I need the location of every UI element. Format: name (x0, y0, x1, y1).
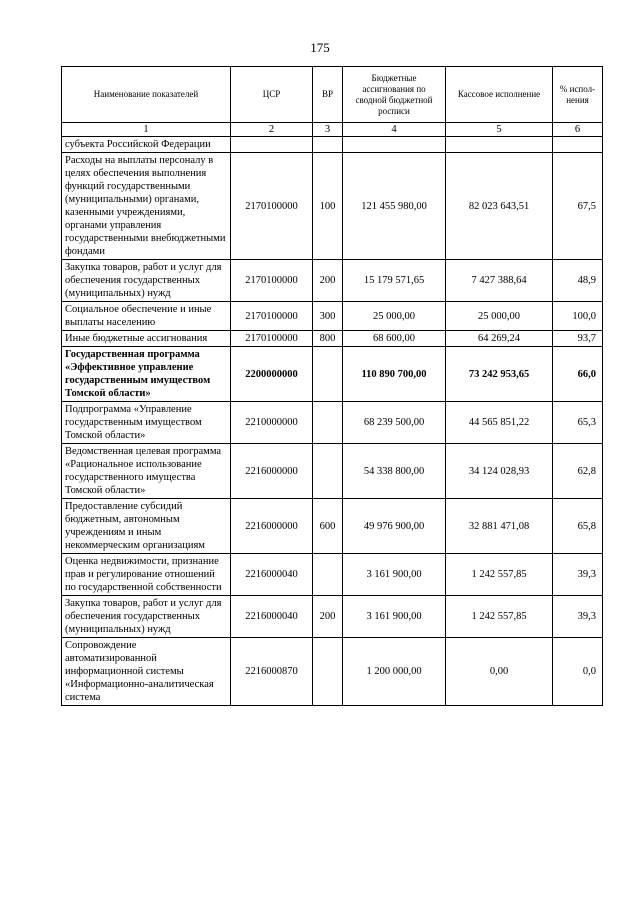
cell-name: Государственная программа «Эффективное управление государственным имуществом Томской области» (62, 347, 231, 402)
budget-execution-table (61, 66, 603, 706)
cell-name: Закупка товаров, работ и услуг для обеспечения государственных (муниципальных) нужд (62, 596, 231, 638)
cell-vr (313, 444, 343, 499)
cell-vr (313, 554, 343, 596)
cell-cash: 82 023 643,51 (446, 153, 553, 260)
header-csr: ЦСР (231, 67, 313, 123)
column-number: 2 (231, 123, 313, 137)
cell-cash (446, 137, 553, 153)
cell-percent: 62,8 (553, 444, 603, 499)
cell-percent: 67,5 (553, 153, 603, 260)
cell-cash: 44 565 851,22 (446, 402, 553, 444)
column-number: 5 (446, 123, 553, 137)
cell-percent: 0,0 (553, 638, 603, 706)
cell-budget (343, 137, 446, 153)
cell-name: Оценка недвижимости, признание прав и регулирование отношений по государственной собственности (62, 554, 231, 596)
cell-vr (313, 137, 343, 153)
column-number: 1 (62, 123, 231, 137)
cell-cash: 32 881 471,08 (446, 499, 553, 554)
table-row (62, 153, 603, 260)
cell-vr: 600 (313, 499, 343, 554)
cell-percent: 65,3 (553, 402, 603, 444)
cell-vr: 200 (313, 596, 343, 638)
cell-name: Ведомственная целевая программа «Рациональное использование государственного имущества Томской области» (62, 444, 231, 499)
cell-cash: 73 242 953,65 (446, 347, 553, 402)
cell-csr: 2216000000 (231, 499, 313, 554)
cell-cash: 25 000,00 (446, 302, 553, 331)
cell-vr (313, 347, 343, 402)
cell-name: Иные бюджетные ассигнования (62, 331, 231, 347)
table-header-row (62, 67, 603, 123)
cell-budget: 15 179 571,65 (343, 260, 446, 302)
cell-name: субъекта Российской Федерации (62, 137, 231, 153)
cell-percent: 65,8 (553, 499, 603, 554)
page-number: 175 (310, 40, 330, 55)
cell-percent: 100,0 (553, 302, 603, 331)
table-row (62, 347, 603, 402)
cell-name: Расходы на выплаты персоналу в целях обеспечения выполнения функций государственными (муниципальными) органами, казенными учреждениями, органами управления государственными внебюджетными фондами (62, 153, 231, 260)
cell-csr: 2170100000 (231, 153, 313, 260)
column-number: 6 (553, 123, 603, 137)
cell-cash: 64 269,24 (446, 331, 553, 347)
header-percent: % испол-нения (553, 67, 603, 123)
cell-csr: 2170100000 (231, 302, 313, 331)
cell-csr: 2200000000 (231, 347, 313, 402)
cell-budget: 25 000,00 (343, 302, 446, 331)
cell-percent: 93,7 (553, 331, 603, 347)
cell-percent: 48,9 (553, 260, 603, 302)
cell-percent (553, 137, 603, 153)
cell-vr (313, 402, 343, 444)
cell-budget: 3 161 900,00 (343, 596, 446, 638)
cell-name: Предоставление субсидий бюджетным, автономным учреждениям и иным некоммерческим организациям (62, 499, 231, 554)
cell-vr (313, 638, 343, 706)
cell-name: Закупка товаров, работ и услуг для обеспечения государственных (муниципальных) нужд (62, 260, 231, 302)
cell-csr: 2170100000 (231, 331, 313, 347)
cell-percent: 39,3 (553, 596, 603, 638)
cell-cash: 1 242 557,85 (446, 554, 553, 596)
cell-cash: 34 124 028,93 (446, 444, 553, 499)
cell-cash: 0,00 (446, 638, 553, 706)
table-row (62, 260, 603, 302)
table-row (62, 554, 603, 596)
cell-csr (231, 137, 313, 153)
table-row (62, 444, 603, 499)
cell-budget: 110 890 700,00 (343, 347, 446, 402)
cell-name: Сопровождение автоматизированной информационной системы «Информационно-аналитическая система (62, 638, 231, 706)
cell-budget: 49 976 900,00 (343, 499, 446, 554)
cell-percent: 39,3 (553, 554, 603, 596)
cell-csr: 2216000000 (231, 444, 313, 499)
table-row (62, 638, 603, 706)
cell-csr: 2170100000 (231, 260, 313, 302)
table-row (62, 331, 603, 347)
cell-budget: 68 600,00 (343, 331, 446, 347)
header-vr: ВР (313, 67, 343, 123)
header-cash: Кассовое исполнение (446, 67, 553, 123)
cell-csr: 2210000000 (231, 402, 313, 444)
column-number: 4 (343, 123, 446, 137)
cell-vr: 300 (313, 302, 343, 331)
table-row (62, 137, 603, 153)
header-name: Наименование показателей (62, 67, 231, 123)
cell-cash: 7 427 388,64 (446, 260, 553, 302)
cell-budget: 68 239 500,00 (343, 402, 446, 444)
cell-budget: 3 161 900,00 (343, 554, 446, 596)
header-budget: Бюджетные ассигнования по сводной бюджетной росписи (343, 67, 446, 123)
cell-csr: 2216000040 (231, 596, 313, 638)
cell-vr: 100 (313, 153, 343, 260)
cell-name: Социальное обеспечение и иные выплаты населению (62, 302, 231, 331)
cell-budget: 1 200 000,00 (343, 638, 446, 706)
table-row (62, 596, 603, 638)
cell-budget: 54 338 800,00 (343, 444, 446, 499)
cell-percent: 66,0 (553, 347, 603, 402)
cell-csr: 2216000870 (231, 638, 313, 706)
cell-vr: 200 (313, 260, 343, 302)
column-number: 3 (313, 123, 343, 137)
table-row (62, 402, 603, 444)
cell-vr: 800 (313, 331, 343, 347)
table-row (62, 302, 603, 331)
table-body (62, 137, 603, 706)
cell-cash: 1 242 557,85 (446, 596, 553, 638)
cell-csr: 2216000040 (231, 554, 313, 596)
cell-name: Подпрограмма «Управление государственным имуществом Томской области» (62, 402, 231, 444)
table-row (62, 499, 603, 554)
cell-budget: 121 455 980,00 (343, 153, 446, 260)
column-number-row (62, 123, 603, 137)
